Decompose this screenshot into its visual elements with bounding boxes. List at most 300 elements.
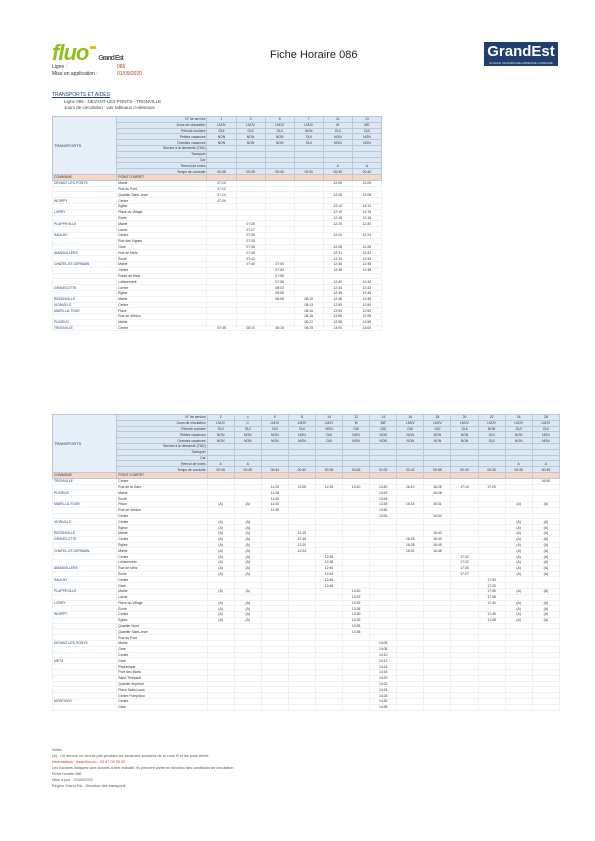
time-cell: 14:08 xyxy=(370,646,397,652)
time-cell: 13:25 xyxy=(343,600,370,606)
time-cell: 17:10 xyxy=(451,484,478,490)
grand-est-logo xyxy=(484,42,558,66)
header-label: Période scolaire xyxy=(117,426,207,432)
header-value: OUI xyxy=(323,128,352,134)
time-cell: 17:40 xyxy=(478,600,505,606)
stop-cell: Rue de Verdun xyxy=(117,314,207,320)
header-value: OUI xyxy=(294,134,323,140)
time-cell: (A) xyxy=(532,612,559,618)
time-cell: 13:20 xyxy=(343,588,370,594)
header-value: NON xyxy=(451,432,478,438)
time-cell: 17:33 xyxy=(478,583,505,589)
header-value: NON xyxy=(261,432,288,438)
time-cell: 07:50 xyxy=(265,261,294,267)
time-cell: 13:00 xyxy=(352,325,381,331)
commune-cell: MONTIGNY xyxy=(53,699,117,705)
time-cell: 13:28 xyxy=(343,606,370,612)
header-label: Petites vacances xyxy=(117,432,207,438)
header-value: LMJV xyxy=(265,122,294,128)
time-cell: 12:48 xyxy=(315,583,342,589)
header-label: Temps de conduite xyxy=(117,169,207,175)
time-cell: 11:28 xyxy=(261,490,288,496)
time-cell: 14:18 xyxy=(370,670,397,676)
time-cell: 07:20 xyxy=(207,198,236,204)
stop-cell: Mairie xyxy=(117,490,207,496)
time-cell: 17:36 xyxy=(478,588,505,594)
time-cell: 16:28 xyxy=(397,542,424,548)
commune-cell: DEVANT-LES-PONTS xyxy=(53,641,117,647)
fluo-logo xyxy=(52,40,123,66)
header-value: 26 xyxy=(532,415,559,421)
time-cell: 12:50 xyxy=(323,302,352,308)
commune-cell: REZONVILLE xyxy=(53,296,117,302)
time-cell: 07:14 xyxy=(207,192,236,198)
header-value: OUI xyxy=(424,426,451,432)
header-value: ME xyxy=(352,122,381,128)
time-cell: 13:40 xyxy=(370,484,397,490)
time-cell: (A) xyxy=(532,606,559,612)
commune-cell: SAULNY xyxy=(53,232,117,238)
header-label: N° de service xyxy=(117,415,207,421)
time-cell: 12:18 xyxy=(323,215,352,221)
stop-cell: Rue de Metz xyxy=(117,565,207,571)
header-value: OUI xyxy=(478,438,505,444)
time-cell: 12:15 xyxy=(323,209,352,215)
header-value: 00:35 xyxy=(323,169,352,175)
stop-cell: Rue de la Gare xyxy=(117,484,207,490)
time-cell: 17:25 xyxy=(451,565,478,571)
time-cell xyxy=(315,704,342,710)
footer-line: Mise à jour : 01/09/2020 xyxy=(52,778,93,782)
time-cell: 12:31 xyxy=(352,250,381,256)
time-cell: 12:38 xyxy=(352,267,381,273)
stop-cell: Lavoir xyxy=(117,594,207,600)
header-value: 01:00 xyxy=(370,467,397,473)
time-cell: (A) xyxy=(505,600,532,606)
header-label: Renvoi de notes xyxy=(117,461,207,467)
time-cell: 17:22 xyxy=(451,559,478,565)
meta-label: Ligne : xyxy=(52,64,68,70)
table-row xyxy=(53,704,560,710)
time-cell: (A) xyxy=(207,519,234,525)
meta-label: Mise en application : xyxy=(52,71,98,77)
header-value: OUI xyxy=(370,426,397,432)
commune-cell: VIONVILLE xyxy=(53,519,117,525)
commune-cell: MARS-LA-TOUR xyxy=(53,308,117,314)
time-cell: 12:15 xyxy=(288,530,315,536)
time-cell xyxy=(397,704,424,710)
time-cell: 14:24 xyxy=(370,687,397,693)
time-cell: 12:38 xyxy=(323,267,352,273)
time-cell: (A) xyxy=(532,542,559,548)
header-value: A xyxy=(234,461,261,467)
time-cell: (A) xyxy=(234,530,261,536)
stop-cell: Centre xyxy=(117,302,207,308)
time-cell: (A) xyxy=(234,519,261,525)
commune-cell: CHATEL-ST-GERMAIN xyxy=(53,261,117,267)
time-cell: (A) xyxy=(532,554,559,560)
stop-cell: Gare xyxy=(117,658,207,664)
commune-cell: GRAVELOTTE xyxy=(53,285,117,291)
time-cell: 07:40 xyxy=(236,250,265,256)
stop-cell: Mairie xyxy=(117,548,207,554)
time-cell: 11:25 xyxy=(261,484,288,490)
time-cell: (A) xyxy=(207,501,234,507)
brand-sub: Grand Est xyxy=(98,55,123,62)
header-value: 00:40 xyxy=(288,467,315,473)
time-cell: 14:26 xyxy=(370,693,397,699)
time-cell: 12:40 xyxy=(315,565,342,571)
time-cell: 17:30 xyxy=(478,577,505,583)
header-value: NON xyxy=(424,432,451,438)
grand-est-logo-sub: ALSACE CHAMPAGNE-ARDENNE LORRAINE xyxy=(489,61,553,65)
commune-cell: LORRY xyxy=(53,600,117,606)
stop-cell: Mairie xyxy=(117,180,207,186)
header-value: 00:30 xyxy=(294,169,323,175)
time-cell: (A) xyxy=(505,525,532,531)
stop-cell: Mairie xyxy=(117,221,207,227)
time-cell: 14:10 xyxy=(370,652,397,658)
header-value: M xyxy=(323,122,352,128)
header-value: OUI xyxy=(294,140,323,146)
time-cell: 12:50 xyxy=(352,302,381,308)
stop-cell: Centre xyxy=(117,513,207,519)
commune-cell xyxy=(53,704,117,710)
header-value: OUI xyxy=(343,426,370,432)
commune-cell: REZONVILLE xyxy=(53,530,117,536)
time-cell: 16:45 xyxy=(424,542,451,548)
time-cell: (A) xyxy=(532,588,559,594)
brand-dot-icon xyxy=(90,46,96,49)
header-value: 00:45 xyxy=(505,467,532,473)
time-cell: 16:25 xyxy=(397,536,424,542)
header-value: NON xyxy=(424,438,451,444)
time-cell: 07:42 xyxy=(236,256,265,262)
time-cell: (A) xyxy=(505,612,532,618)
time-cell: 17:20 xyxy=(478,484,505,490)
time-cell: 12:35 xyxy=(323,261,352,267)
time-cell: (A) xyxy=(532,519,559,525)
stop-cell: Église xyxy=(117,617,207,623)
time-cell: 12:28 xyxy=(323,244,352,250)
time-cell: (A) xyxy=(505,536,532,542)
time-cell: (A) xyxy=(505,588,532,594)
time-cell xyxy=(288,704,315,710)
header-value: 13 xyxy=(352,117,381,123)
time-cell: 12:15 xyxy=(352,209,381,215)
time-cell xyxy=(505,704,532,710)
header-value: LMJV xyxy=(424,420,451,426)
header-value: 00:45 xyxy=(343,467,370,473)
stop-cell: Gare xyxy=(117,646,207,652)
time-cell: (A) xyxy=(207,565,234,571)
stop-cell: Mairie xyxy=(117,296,207,302)
commune-cell: TRONVILLE xyxy=(53,325,117,331)
time-cell: 12:05 xyxy=(288,484,315,490)
time-cell: (A) xyxy=(207,536,234,542)
header-value: 10 xyxy=(315,415,342,421)
header-label: Période scolaire xyxy=(117,128,207,134)
header-value: OUI xyxy=(505,426,532,432)
time-cell: 16:50 xyxy=(532,478,559,484)
header-label: Jours de circulation xyxy=(117,122,207,128)
stop-cell: École xyxy=(117,215,207,221)
time-cell: 12:33 xyxy=(352,256,381,262)
header-value: NON xyxy=(265,134,294,140)
time-cell: 12:38 xyxy=(315,559,342,565)
stop-cell: Rue de Metz xyxy=(117,250,207,256)
header-value: OUI xyxy=(288,426,315,432)
header-value: 00:45 xyxy=(532,467,559,473)
header-value: NON xyxy=(397,438,424,444)
stop-cell: Place du Village xyxy=(117,209,207,215)
time-cell: (A) xyxy=(207,600,234,606)
stop-cell: Centre xyxy=(117,267,207,273)
header-value: A xyxy=(323,163,352,169)
stop-cell: Centre Pompidou xyxy=(117,693,207,699)
header-value: 00:45 xyxy=(207,467,234,473)
time-cell: 17:38 xyxy=(478,594,505,600)
time-cell: 11:33 xyxy=(261,501,288,507)
header-value: NON xyxy=(265,140,294,146)
time-cell: 12:35 xyxy=(315,554,342,560)
time-cell: 08:18 xyxy=(294,314,323,320)
header-label: Car xyxy=(117,455,207,461)
time-cell: 13:35 xyxy=(343,623,370,629)
time-cell: (A) xyxy=(505,548,532,554)
commune-cell: WOIPPY xyxy=(53,612,117,618)
stop-cell: Centre xyxy=(117,699,207,705)
time-cell: (A) xyxy=(234,612,261,618)
time-cell: 17:27 xyxy=(451,571,478,577)
footer-line: (A) : Ce service ne circule pas pendant les vacances scolaires de la zone B et les jours fériés. xyxy=(52,754,210,758)
stop-cell: Quartier Impérial xyxy=(117,681,207,687)
header-value: NON xyxy=(343,438,370,444)
time-cell: 16:48 xyxy=(424,548,451,554)
time-cell: 12:43 xyxy=(352,285,381,291)
stop-cell: Mairie xyxy=(117,588,207,594)
commune-cell: PUXIEUX xyxy=(53,319,117,325)
time-cell: (A) xyxy=(532,600,559,606)
commune-cell: PLAPPEVILLE xyxy=(53,588,117,594)
stop-cell: Centre xyxy=(117,577,207,583)
header-value: 00:35 xyxy=(478,467,505,473)
stop-header: POINT D'ARRÊT xyxy=(117,472,207,478)
commune-cell: WOIPPY xyxy=(53,198,117,204)
stop-cell: Centre xyxy=(117,554,207,560)
time-cell: 07:25 xyxy=(236,221,265,227)
header-value: NON xyxy=(234,432,261,438)
header-value: OUI xyxy=(397,426,424,432)
time-cell: 14:05 xyxy=(370,641,397,647)
time-cell xyxy=(207,704,234,710)
stop-cell: Église xyxy=(117,542,207,548)
time-cell: 08:02 xyxy=(265,285,294,291)
time-cell: 12:12 xyxy=(323,203,352,209)
time-cell: 12:53 xyxy=(323,308,352,314)
time-cell: 12:28 xyxy=(352,244,381,250)
stop-cell: République xyxy=(117,664,207,670)
meta-row xyxy=(52,64,126,70)
time-cell: 12:05 xyxy=(323,180,352,186)
header-label: Service à la demande (TAD) xyxy=(117,443,207,449)
header-value: NON xyxy=(207,140,236,146)
header-value: OUI xyxy=(265,128,294,134)
time-cell: 17:48 xyxy=(478,617,505,623)
header-value: NON xyxy=(294,128,323,134)
stop-cell: Centre xyxy=(117,285,207,291)
time-cell: 12:55 xyxy=(323,314,352,320)
time-cell: (A) xyxy=(234,565,261,571)
stop-cell: Pont des Morts xyxy=(117,670,207,676)
time-cell: 12:08 xyxy=(323,192,352,198)
time-cell: 16:10 xyxy=(397,484,424,490)
time-cell: 12:24 xyxy=(352,232,381,238)
time-cell: 12:40 xyxy=(352,279,381,285)
time-cell: 12:05 xyxy=(352,180,381,186)
header-value: NON xyxy=(532,432,559,438)
header-value: NON xyxy=(343,432,370,438)
footer-line: Les horaires indiqués sont donnés à titre indicatif, ils peuvent varier en fonction des conditions de circulation. xyxy=(52,766,235,770)
time-cell: 07:53 xyxy=(265,267,294,273)
time-cell xyxy=(532,704,559,710)
header-value: LMJV xyxy=(207,122,236,128)
time-cell: 07:27 xyxy=(236,227,265,233)
time-cell: (A) xyxy=(505,617,532,623)
time-cell: 12:48 xyxy=(352,296,381,302)
stop-cell: École xyxy=(117,256,207,262)
time-cell: 08:05 xyxy=(265,290,294,296)
time-cell: 13:33 xyxy=(343,617,370,623)
direction-label: TRANSPORTS xyxy=(53,415,117,473)
time-cell: 12:33 xyxy=(323,256,352,262)
header-value: NON xyxy=(207,438,234,444)
header-value: 4 xyxy=(234,415,261,421)
header-label: Grandes vacances xyxy=(117,438,207,444)
header-value: 5 xyxy=(265,117,294,123)
stop-cell: Mairie xyxy=(117,530,207,536)
header-value: 18 xyxy=(424,415,451,421)
header-value: A xyxy=(352,163,381,169)
stop-cell: Mairie xyxy=(117,261,207,267)
time-cell: (A) xyxy=(234,525,261,531)
time-cell: 12:55 xyxy=(352,314,381,320)
time-cell: 13:43 xyxy=(370,490,397,496)
header-value: A xyxy=(207,461,234,467)
time-cell: 08:15 xyxy=(265,325,294,331)
time-cell: (A) xyxy=(234,542,261,548)
header-value: OUI xyxy=(207,128,236,134)
header-value: NON xyxy=(451,438,478,444)
time-cell: 12:53 xyxy=(352,308,381,314)
commune-cell: PUXIEUX xyxy=(53,490,117,496)
commune-cell: CHATEL-ST-GERMAIN xyxy=(53,548,117,554)
stop-cell: Église xyxy=(117,203,207,209)
header-value: NON xyxy=(234,438,261,444)
meta-value: 01/09/2020 xyxy=(117,71,143,77)
section-title: TRANSPORTS ET AIDES xyxy=(52,92,110,98)
time-cell: 14:22 xyxy=(370,681,397,687)
brand-name: fluo xyxy=(52,40,89,65)
stop-cell: Centre xyxy=(117,536,207,542)
stop-cell: École xyxy=(117,606,207,612)
header-value: 11 xyxy=(323,117,352,123)
header-value: 7 xyxy=(294,117,323,123)
header-value: NON xyxy=(505,432,532,438)
meta-value: 086 xyxy=(117,64,126,70)
header-value: NON xyxy=(397,432,424,438)
time-cell: 08:08 xyxy=(265,296,294,302)
time-cell: 07:55 xyxy=(265,273,294,279)
header-value: 3 xyxy=(236,117,265,123)
header-value: 8 xyxy=(288,415,315,421)
commune-cell: MARS-LA-TOUR xyxy=(53,501,117,507)
time-cell: 12:08 xyxy=(352,192,381,198)
time-cell: 07:12 xyxy=(207,186,236,192)
header-label: Car xyxy=(117,157,207,163)
time-cell: (A) xyxy=(532,530,559,536)
time-cell: (A) xyxy=(505,501,532,507)
time-cell: 08:22 xyxy=(294,319,323,325)
commune-header: COMMUNE xyxy=(53,472,117,478)
header-value: OUI xyxy=(315,438,342,444)
time-cell: 07:35 xyxy=(236,244,265,250)
time-cell: 12:18 xyxy=(352,215,381,221)
header-value: LMJV xyxy=(505,420,532,426)
stop-cell: Église xyxy=(117,525,207,531)
time-cell: (A) xyxy=(207,548,234,554)
time-cell: 07:45 xyxy=(207,325,236,331)
time-cell: (A) xyxy=(207,554,234,560)
header-value: NON xyxy=(352,134,381,140)
footer-line: Fiche horaire 086 xyxy=(52,772,82,776)
header-value: A xyxy=(532,461,559,467)
header-value: 00:35 xyxy=(315,467,342,473)
time-cell: (A) xyxy=(532,571,559,577)
header-value: NON xyxy=(207,134,236,140)
header-value: 00:45 xyxy=(234,467,261,473)
time-cell: (A) xyxy=(234,606,261,612)
time-cell: (A) xyxy=(234,600,261,606)
stop-cell: Rue du Pont xyxy=(117,186,207,192)
time-cell: 13:48 xyxy=(370,501,397,507)
stop-cell: Place du Village xyxy=(117,600,207,606)
time-cell: (A) xyxy=(505,530,532,536)
commune-cell: TRONVILLE xyxy=(53,478,117,484)
time-cell: (A) xyxy=(532,559,559,565)
stop-cell: Rue de Verdun xyxy=(117,507,207,513)
stop-cell: Lavoir xyxy=(117,227,207,233)
time-cell: 16:15 xyxy=(397,501,424,507)
stop-cell: Mairie xyxy=(117,641,207,647)
time-cell: 12:31 xyxy=(323,250,352,256)
time-cell: 12:45 xyxy=(323,290,352,296)
time-cell: 07:33 xyxy=(236,238,265,244)
timetable-1 xyxy=(52,116,382,331)
header-value: LMJV xyxy=(236,122,265,128)
header-value: C xyxy=(234,420,261,426)
stop-cell: Centre xyxy=(117,325,207,331)
grand-est-logo-text: GrandEst xyxy=(487,43,555,60)
time-cell: 12:24 xyxy=(288,548,315,554)
time-cell: 17:45 xyxy=(478,612,505,618)
header-label: Petites vacances xyxy=(117,134,207,140)
header-value: M xyxy=(343,420,370,426)
header-label: Transport xyxy=(117,151,207,157)
timetable-2 xyxy=(52,414,560,711)
header-value: OUI xyxy=(352,128,381,134)
time-cell: 13:00 xyxy=(323,325,352,331)
